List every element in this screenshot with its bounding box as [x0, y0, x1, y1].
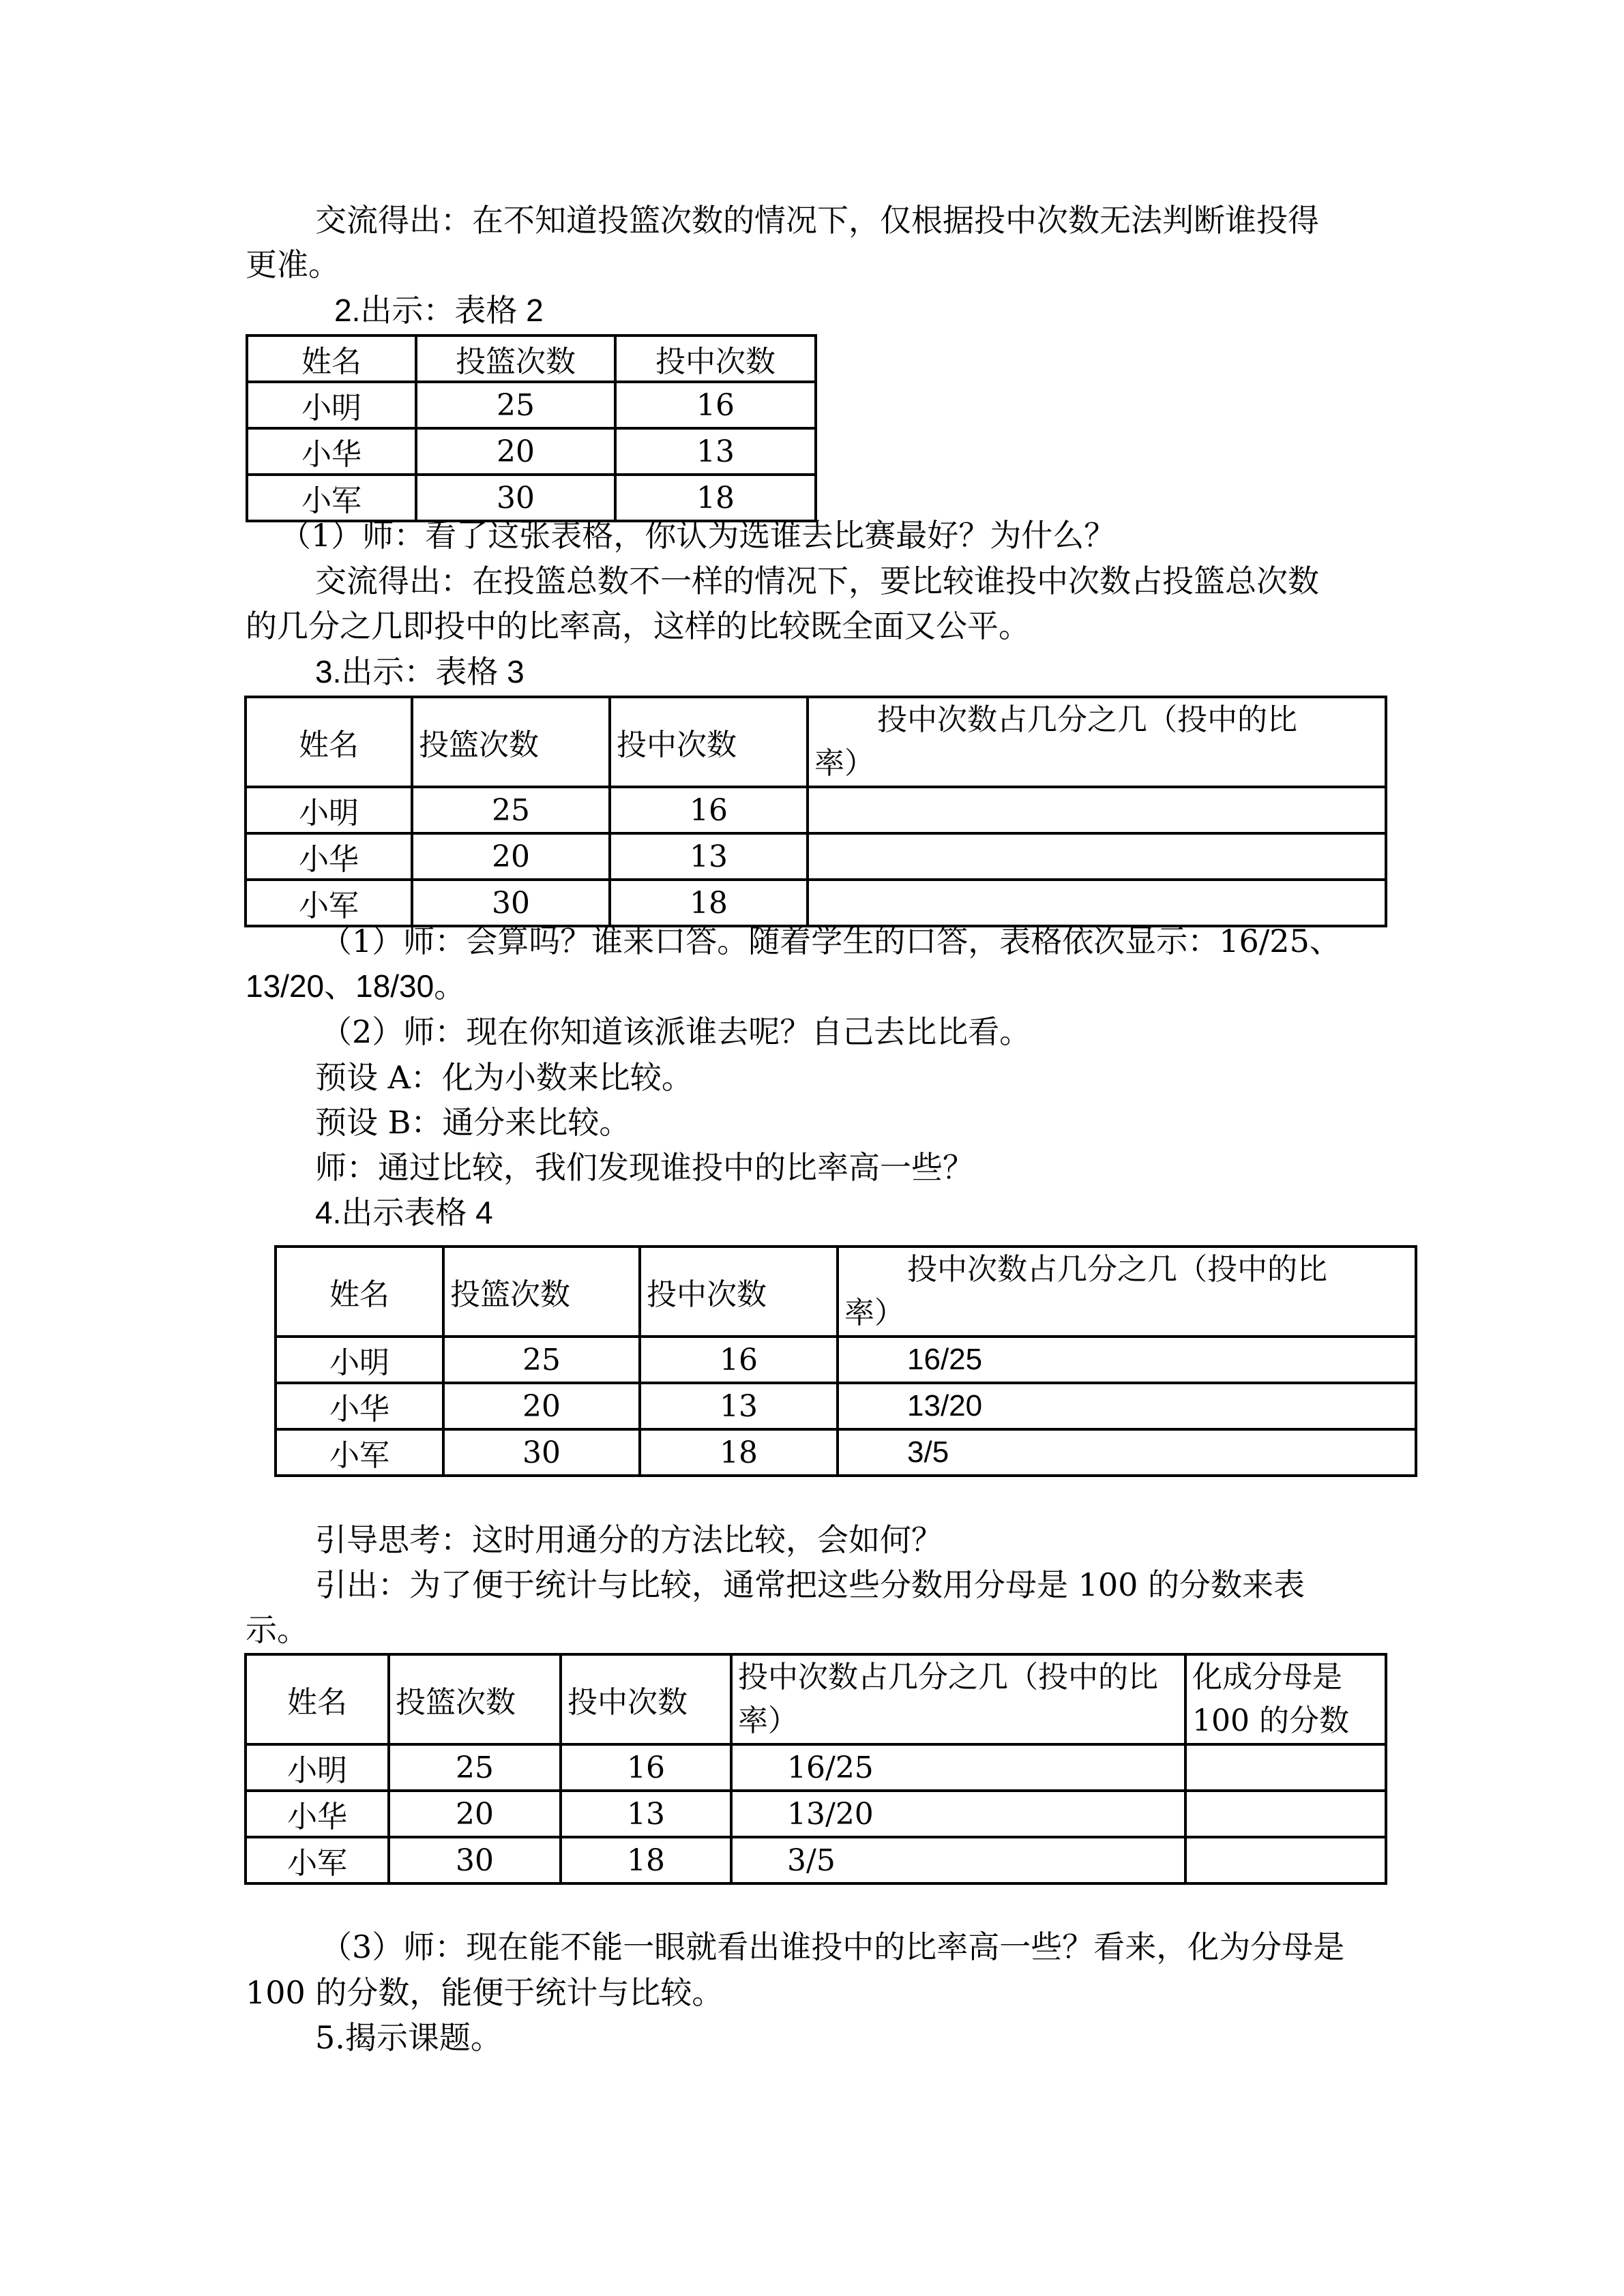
- table-cell: 3/5: [731, 1837, 1185, 1883]
- table-cell: 30: [412, 880, 610, 926]
- guide-think: 引导思考：这时用通分的方法比较，会如何？: [315, 1521, 943, 1558]
- table-cell: 20: [412, 833, 610, 880]
- heading-reveal-topic: 5.揭示课题。: [315, 2019, 502, 2056]
- table-4: [274, 1245, 1417, 1477]
- table-cell: 小军: [276, 1429, 443, 1476]
- table-5-header-percent: 化成分母是 100 的分数: [1185, 1654, 1386, 1744]
- table-cell: 25: [389, 1744, 561, 1791]
- table-cell: [808, 833, 1386, 880]
- table-cell: 小华: [276, 1383, 443, 1429]
- table-3-header-shots: 投篮次数: [412, 697, 610, 787]
- table-cell: 30: [443, 1429, 640, 1476]
- table-row: [247, 475, 816, 521]
- heading-table-2: 2.出示：表格 2: [334, 293, 544, 328]
- table-cell: 小明: [276, 1337, 443, 1383]
- table-cell: 18: [640, 1429, 838, 1476]
- heading-table-4: 4.出示表格 4: [315, 1195, 493, 1230]
- table-3-header-name: 姓名: [246, 697, 412, 787]
- question-compute-cont: 13/20、18/30。: [246, 968, 466, 1004]
- table-2: [246, 334, 817, 522]
- lead-out: 引出：为了便于统计与比较，通常把这些分数用分母是 100 的分数来表: [315, 1566, 1305, 1603]
- table-3: [244, 696, 1387, 927]
- question-compute: （1）师：会算吗？谁来口答。随着学生的口答，表格依次显示：16/25、: [321, 923, 1341, 959]
- table-cell: 20: [443, 1383, 640, 1429]
- table-cell: [808, 880, 1386, 926]
- paragraph-conclusion-2-cont: 的几分之几即投中的比率高，这样的比较既全面又公平。: [246, 608, 1030, 644]
- table-cell: 13: [640, 1383, 838, 1429]
- table-cell: 小军: [246, 880, 412, 926]
- table-4-header-ratio: 投中次数占几分之几（投中的比 率）: [838, 1247, 1416, 1337]
- table-5-header-hits: 投中次数: [561, 1654, 731, 1744]
- table-row: [247, 428, 816, 475]
- paragraph-conclusion-1: 交流得出：在不知道投篮次数的情况下，仅根据投中次数无法判断谁投得: [315, 202, 1319, 239]
- table-cell: 13: [561, 1791, 731, 1837]
- table-5-header-name: 姓名: [246, 1654, 389, 1744]
- table-cell: 18: [615, 475, 816, 521]
- table-2-header-shots: 投篮次数: [416, 336, 615, 382]
- table-cell: 25: [412, 787, 610, 833]
- table-cell: [1185, 1744, 1386, 1791]
- table-row: [276, 1429, 1416, 1476]
- table-cell: 3/5: [838, 1429, 1416, 1476]
- table-cell: 小军: [246, 1837, 389, 1883]
- table-cell: 13/20: [731, 1791, 1185, 1837]
- table-2-header-hits: 投中次数: [615, 336, 816, 382]
- table-cell: 16/25: [838, 1337, 1416, 1383]
- question-3-cont: 100 的分数，能便于统计与比较。: [246, 1974, 724, 2011]
- table-row: [246, 880, 1386, 926]
- table-3-header-hits: 投中次数: [610, 697, 808, 787]
- paragraph-conclusion-2: 交流得出：在投篮总数不一样的情况下，要比较谁投中次数占投篮总次数: [315, 563, 1319, 599]
- table-row: [246, 833, 1386, 880]
- table-cell: 小明: [247, 382, 416, 428]
- table-cell: 13: [615, 428, 816, 475]
- table-row: [276, 1383, 1416, 1429]
- table-cell: 小华: [247, 428, 416, 475]
- table-cell: 25: [416, 382, 615, 428]
- table-4-header-name: 姓名: [276, 1247, 443, 1337]
- table-row: [246, 787, 1386, 833]
- table-cell: 16: [615, 382, 816, 428]
- table-cell: 小华: [246, 833, 412, 880]
- table-cell: 16: [640, 1337, 838, 1383]
- heading-table-3: 3.出示：表格 3: [315, 654, 525, 689]
- table-row: [246, 1837, 1386, 1883]
- table-4-header-shots: 投篮次数: [443, 1247, 640, 1337]
- table-cell: [1185, 1791, 1386, 1837]
- lead-out-cont: 示。: [246, 1611, 308, 1648]
- table-cell: 20: [416, 428, 615, 475]
- table-row: [246, 1791, 1386, 1837]
- table-5-header-shots: 投篮次数: [389, 1654, 561, 1744]
- table-cell: 16: [610, 787, 808, 833]
- table-cell: [808, 787, 1386, 833]
- table-cell: 16/25: [731, 1744, 1185, 1791]
- table-cell: 18: [610, 880, 808, 926]
- table-row: [246, 1744, 1386, 1791]
- table-cell: 30: [389, 1837, 561, 1883]
- table-cell: 13: [610, 833, 808, 880]
- table-cell: 小明: [246, 787, 412, 833]
- preset-b: 预设 B：通分来比较。: [315, 1104, 631, 1141]
- question-3: （3）师：现在能不能一眼就看出谁投中的比率高一些？看来，化为分母是: [321, 1928, 1345, 1965]
- table-2-header-name: 姓名: [247, 336, 416, 382]
- table-cell: 小华: [246, 1791, 389, 1837]
- table-row: [276, 1337, 1416, 1383]
- table-cell: 小明: [246, 1744, 389, 1791]
- table-cell: 30: [416, 475, 615, 521]
- table-4-header-hits: 投中次数: [640, 1247, 838, 1337]
- paragraph-conclusion-1-cont: 更准。: [246, 246, 340, 283]
- table-cell: 16: [561, 1744, 731, 1791]
- table-cell: [1185, 1837, 1386, 1883]
- question-1: （1）师：看了这张表格，你认为选谁去比赛最好？为什么？: [280, 517, 1116, 554]
- question-2: （2）师：现在你知道该派谁去呢？自己去比比看。: [321, 1013, 1031, 1050]
- table-cell: 小军: [247, 475, 416, 521]
- preset-a: 预设 A：化为小数来比较。: [315, 1059, 693, 1096]
- table-3-header-ratio: 投中次数占几分之几（投中的比 率）: [808, 697, 1386, 787]
- table-row: [247, 382, 816, 428]
- table-cell: 18: [561, 1837, 731, 1883]
- table-5-header-ratio: 投中次数占几分之几（投中的比率）: [731, 1654, 1185, 1744]
- table-5: [244, 1653, 1387, 1885]
- table-cell: 25: [443, 1337, 640, 1383]
- table-cell: 13/20: [838, 1383, 1416, 1429]
- teacher-question: 师：通过比较，我们发现谁投中的比率高一些？: [315, 1149, 974, 1186]
- table-cell: 20: [389, 1791, 561, 1837]
